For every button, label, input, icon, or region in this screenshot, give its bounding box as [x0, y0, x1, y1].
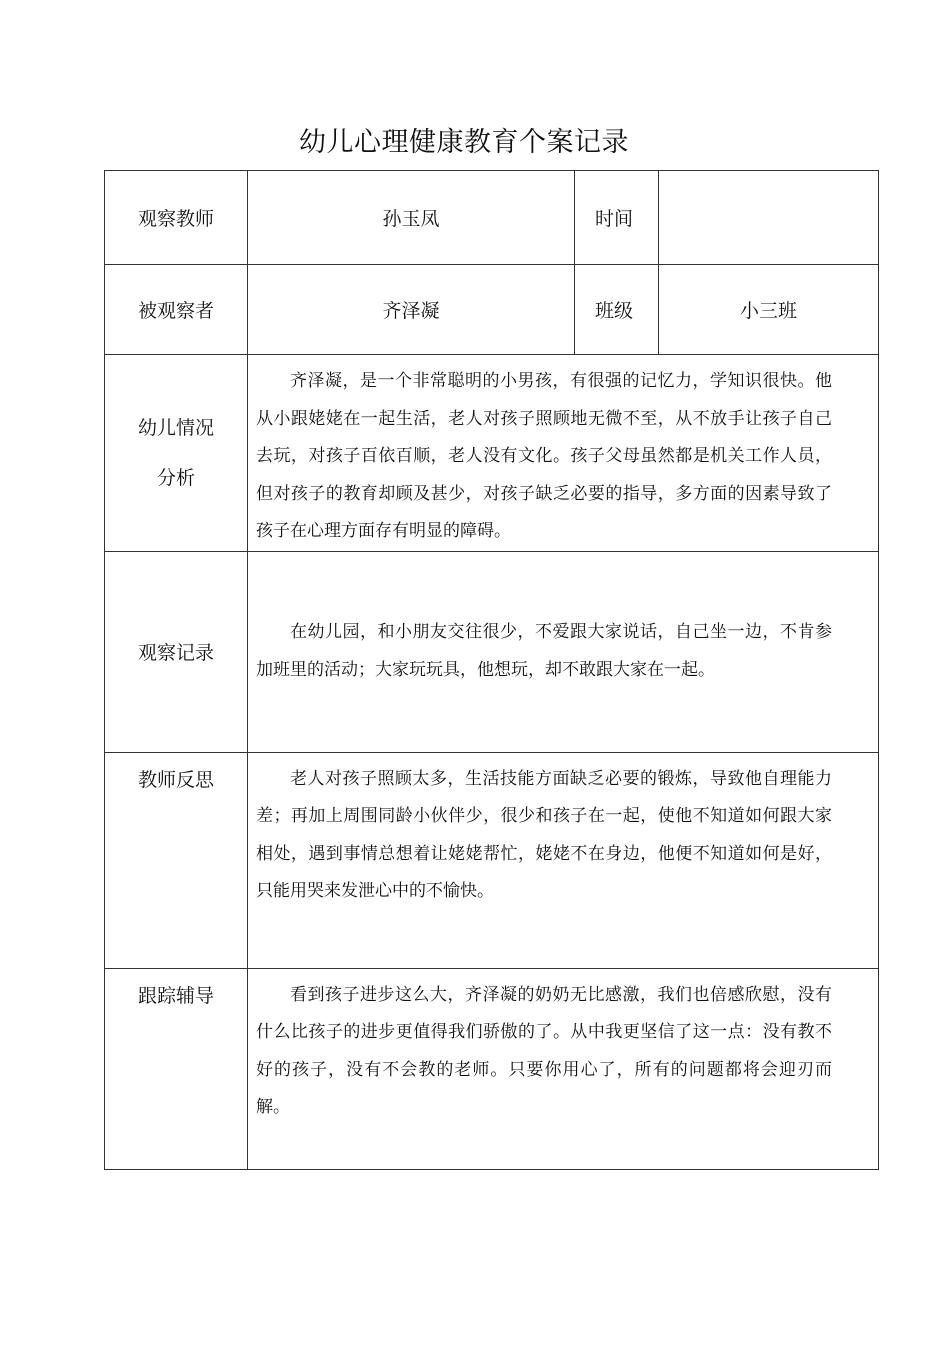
reflection-text: 老人对孩子照顾太多，生活技能方面缺乏必要的锻炼，导致他自理能力差；再加上周围同龄小伙伴少，很少和孩子在一起，使他不知道如何跟大家相处，遇到事情总想着让姥姥帮忙，姥姥不在身边，他便不知道如何是好，只能用哭来发泄心中的不愉快。: [256, 768, 832, 901]
class-value: 小三班: [659, 265, 879, 355]
observation-content: [248, 551, 879, 752]
class-label: 班级: [575, 265, 659, 355]
observation-text: 在幼儿园，和小朋友交往很少，不爱跟大家说话，自己坐一边，不肯参加班里的活动；大家玩玩具，他想玩，却不敢跟大家在一起。: [256, 622, 832, 680]
row-analysis: [105, 355, 879, 552]
followup-label: 跟踪辅导: [105, 968, 248, 1169]
row-teacher: [105, 171, 879, 265]
observation-label: 观察记录: [105, 551, 248, 752]
analysis-content: [248, 355, 879, 552]
teacher-value: 孙玉凤: [248, 171, 575, 265]
analysis-label-line2: 分析: [156, 466, 195, 489]
case-record-table: [104, 170, 879, 1170]
child-value: 齐泽凝: [248, 265, 575, 355]
analysis-label: [105, 355, 248, 552]
time-label: 时间: [575, 171, 659, 265]
row-observation: [105, 551, 879, 752]
analysis-label-line1: 幼儿情况: [137, 416, 214, 439]
document-title: 幼儿心理健康教育个案记录: [299, 127, 629, 158]
child-label: 被观察者: [105, 265, 248, 355]
reflection-label: 教师反思: [105, 752, 248, 968]
row-followup: [105, 968, 879, 1169]
followup-content: [248, 968, 879, 1169]
analysis-text: 齐泽凝，是一个非常聪明的小男孩，有很强的记忆力，学知识很快。他从小跟姥姥在一起生活，老人对孩子照顾地无微不至，从不放手让孩子自己去玩，对孩子百依百顺，老人没有文化。孩子父母虽然都是机关工作人员，但对孩子的教育却顾及甚少，对孩子缺乏必要的指导，多方面的因素导致了孩子在心理方面存有明显的障碍。: [256, 371, 832, 541]
row-child: [105, 265, 879, 355]
time-value: [659, 171, 879, 265]
row-reflection: [105, 752, 879, 968]
followup-text: 看到孩子进步这么大，齐泽凝的奶奶无比感激，我们也倍感欣慰，没有什么比孩子的进步更值得我们骄傲的了。从中我更坚信了这一点：没有教不好的孩子，没有不会教的老师。只要你用心了，所有的问题都将会迎刃而解。: [256, 984, 832, 1117]
teacher-label: 观察教师: [105, 171, 248, 265]
reflection-content: [248, 752, 879, 968]
